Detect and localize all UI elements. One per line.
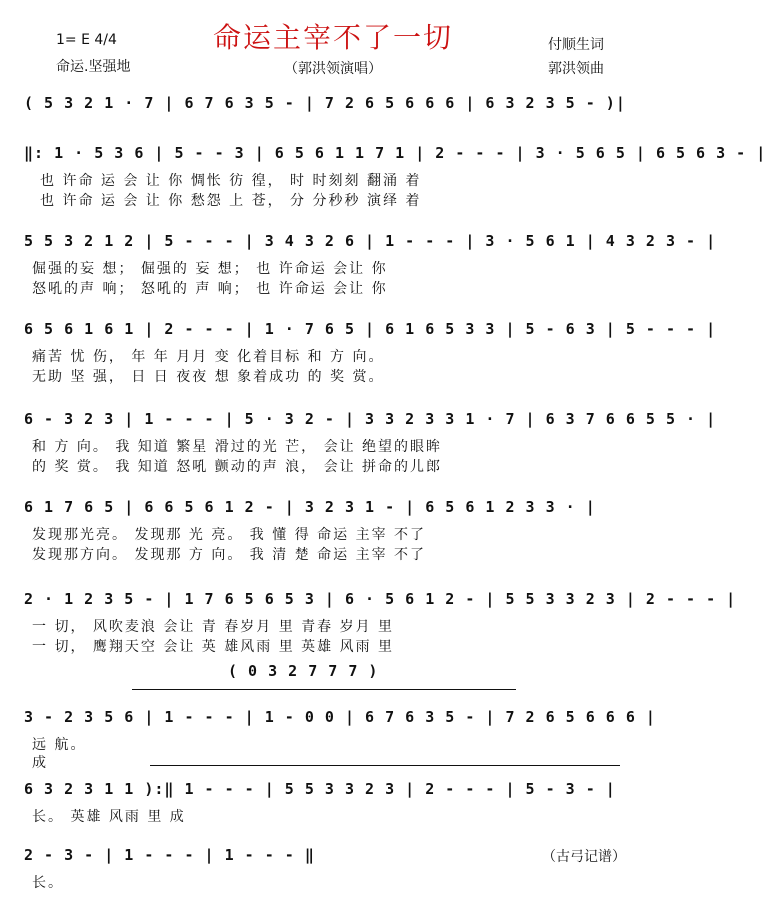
volta-bracket-2 <box>150 765 620 766</box>
lyric-line-7a: 一 切， 风吹麦浪 会让 青 春岁月 里 青春 岁月 里 <box>32 619 395 635</box>
lyric-line-3a: 倔强的妄 想； 倔强的 妄 想； 也 许命运 会让 你 <box>32 261 388 277</box>
notation-line-8: 3 - 2 3 5 6 | 1 - - - | 1 - 0 0 | 6 7 6 3 5 - | 7 2 6 5 6 6 6 | <box>24 708 656 726</box>
tempo-marking: 命运.坚强地 <box>56 59 131 75</box>
notation-line-10: 2 - 3 - | 1 - - - | 1 - - - ‖ <box>24 846 315 864</box>
lyricist-credit: 付顺生词 <box>548 37 604 53</box>
lyric-line-10a: 长。 <box>32 875 64 891</box>
notation-line-3: 5 5 3 2 1 2 | 5 - - - | 3 4 3 2 6 | 1 - - - | 3 · 5 6 1 | 4 3 2 3 - | <box>24 232 717 250</box>
copyist-credit: （古弓记谱） <box>542 849 626 865</box>
lyric-line-8a: 远 航。 <box>32 737 87 753</box>
aux-notation: ( 0 3 2 7 7 7 ) <box>228 662 379 680</box>
volta-bracket-1 <box>132 689 516 690</box>
lyric-line-5b: 的 奖 赏。 我 知道 怒吼 颤动的声 浪， 会让 拼命的儿郎 <box>32 459 443 475</box>
lyric-line-5a: 和 方 向。 我 知道 繁星 滑过的光 芒， 会让 绝望的眼眸 <box>32 439 443 455</box>
notation-line-7: 2 · 1 2 3 5 - | 1 7 6 5 6 5 3 | 6 · 5 6 1 2 - | 5 5 3 3 2 3 | 2 - - - | <box>24 590 737 608</box>
lyric-line-8b: 成 <box>32 755 48 771</box>
lyric-line-2b: 也 许命 运 会 让 你 愁怨 上 苍， 分 分秒秒 演绎 着 <box>40 193 422 209</box>
page-title: 命运主宰不了一切 <box>212 21 453 54</box>
lyric-line-4a: 痛苦 忧 伤， 年 年 月月 变 化着目标 和 方 向。 <box>32 349 385 365</box>
key-signature: 1= E 4/4 <box>56 32 117 48</box>
notation-line-2: ‖: 1 · 5 3 6 | 5 - - 3 | 6 5 6 1 1 7 1 | 2 - - - | 3 · 5 6 5 | 6 5 6 3 - | <box>24 144 766 162</box>
composer-credit: 郭洪领曲 <box>548 61 604 77</box>
lyric-line-7b: 一 切， 鹰翔天空 会让 英 雄风雨 里 英雄 风雨 里 <box>32 639 395 655</box>
lyric-line-6b: 发现那方向。 发现那 方 向。 我 清 楚 命运 主宰 不了 <box>32 547 427 563</box>
notation-line-5: 6 - 3 2 3 | 1 - - - | 5 · 3 2 - | 3 3 2 3 3 1 · 7 | 6 3 7 6 6 5 5 · | <box>24 410 717 428</box>
notation-line-9: 6 3 2 3 1 1 ):‖ 1 - - - | 5 5 3 3 2 3 | 2 - - - | 5 - 3 - | <box>24 780 616 798</box>
lyric-line-6a: 发现那光亮。 发现那 光 亮。 我 懂 得 命运 主宰 不了 <box>32 527 427 543</box>
lyric-line-9a: 长。 英雄 风雨 里 成 <box>32 809 186 825</box>
lyric-line-3b: 怒吼的声 响； 怒吼的 声 响； 也 许命运 会让 你 <box>32 281 388 297</box>
singer-credit: （郭洪领演唱） <box>284 61 382 77</box>
lyric-line-4b: 无助 坚 强， 日 日 夜夜 想 象着成功 的 奖 赏。 <box>32 369 385 385</box>
notation-line-6: 6 1 7 6 5 | 6 6 5 6 1 2 - | 3 2 3 1 - | 6 5 6 1 2 3 3 · | <box>24 498 596 516</box>
notation-line-1: ( 5 3 2 1 · 7 | 6 7 6 3 5 - | 7 2 6 5 6 6 6 | 6 3 2 3 5 - )| <box>24 94 626 112</box>
notation-line-4: 6 5 6 1 6 1 | 2 - - - | 1 · 7 6 5 | 6 1 6 5 3 3 | 5 - 6 3 | 5 - - - | <box>24 320 717 338</box>
lyric-line-2a: 也 许命 运 会 让 你 惆怅 彷 徨， 时 时刻刻 翻涌 着 <box>40 173 422 189</box>
